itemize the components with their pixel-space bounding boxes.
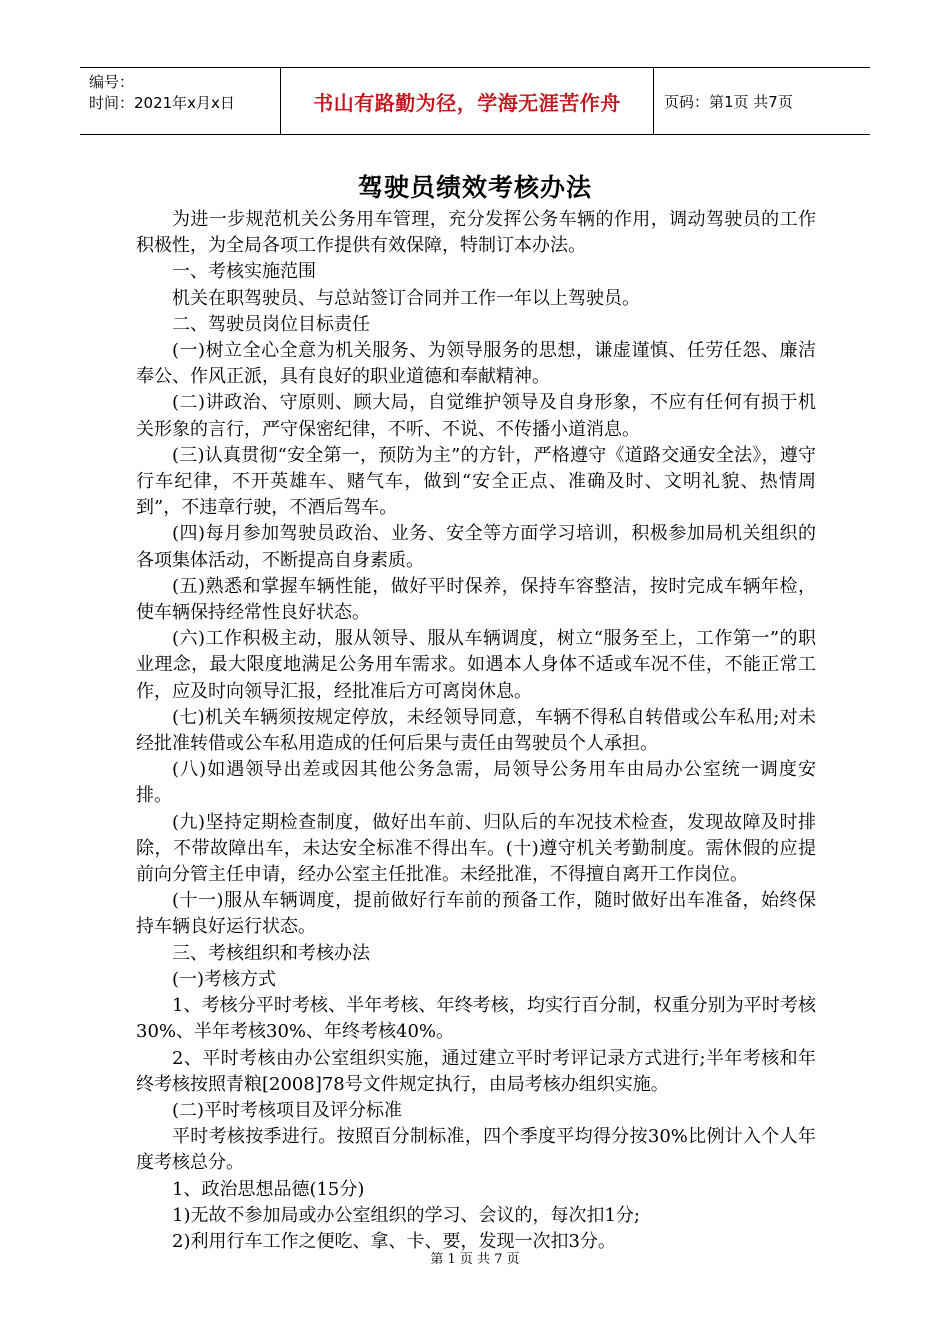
paragraph: 2、平时考核由办公室组织实施，通过建立平时考评记录方式进行;半年考核和年终考核按照青粮[2008]78号文件规定执行，由局考核办组织实施。 — [136, 1047, 816, 1095]
paragraph: (八)如遇领导出差或因其他公务急需，局领导公务用车由局办公室统一调度安排。 — [136, 759, 816, 807]
paragraph: (六)工作积极主动，服从领导、服从车辆调度，树立“服务至上，工作第一”的职业理念，最大限度地满足公务用车需求。如遇本人身体不适或车况不佳，不能正常工作，应及时向领导汇报，经批准后方可离岗休息。 — [136, 628, 816, 702]
header-table — [80, 67, 870, 135]
paragraph: (四)每月参加驾驶员政治、业务、安全等方面学习培训，积极参加局机关组织的各项集体活动，不断提高自身素质。 — [136, 523, 816, 571]
document-number-label: 编号： — [89, 73, 135, 91]
paragraph: 1、政治思想品德(15分) — [172, 1178, 365, 1200]
paragraph: 二、驾驶员岗位目标责任 — [172, 313, 370, 335]
paragraph: (三)认真贯彻“安全第一，预防为主”的方针，严格遵守《道路交通安全法》，遵守行车纪律，不开英雄车、赌气车，做到“安全正点、准确及时、文明礼貌、热情周到”，不违章行驶，不酒后驾车。 — [136, 444, 816, 519]
paragraph: 机关在职驾驶员、与总站签订合同并工作一年以上驾驶员。 — [172, 287, 640, 309]
document-date-label: 时间：2021年x月x日 — [89, 94, 235, 112]
paragraph: 2)利用行车工作之便吃、拿、卡、要，发现一次扣3分。 — [172, 1230, 616, 1252]
paragraph: 1)无故不参加局或办公室组织的学习、会议的，每次扣1分; — [172, 1204, 640, 1226]
paragraph: (五)熟悉和掌握车辆性能，做好平时保养，保持车容整洁，按时完成车辆年检，使车辆保持经常性良好状态。 — [136, 575, 816, 624]
paragraph: (二)平时考核项目及评分标准 — [172, 1099, 403, 1121]
paragraph: (一)考核方式 — [172, 968, 277, 990]
document-body — [136, 207, 816, 1255]
header-left-cell — [80, 68, 281, 134]
paragraph: 一、考核实施范围 — [172, 261, 316, 283]
paragraph: 1、考核分平时考核、半年考核、年终考核，均实行百分制，权重分别为平时考核30%、半年考核30%、年终考核40%。 — [136, 995, 816, 1043]
paragraph: (七)机关车辆须按规定停放，未经领导同意，车辆不得私自转借或公车私用;对未经批准转借或公车私用造成的任何后果与责任由驾驶员个人承担。 — [136, 706, 816, 755]
paragraph: 为进一步规范机关公务用车管理，充分发挥公务车辆的作用，调动驾驶员的工作积极性，为全局各项工作提供有效保障，特制订本办法。 — [136, 209, 816, 257]
paragraph: 三、考核组织和考核办法 — [172, 942, 370, 964]
header-page-info: 页码：第1页 共7页 — [664, 92, 793, 111]
header-motto: 书山有路勤为径，学海无涯苦作舟 — [281, 68, 654, 134]
paragraph: (二)讲政治、守原则、顾大局，自觉维护领导及自身形象，不应有任何有损于机关形象的言行，严守保密纪律，不听、不说、不传播小道消息。 — [136, 392, 816, 440]
paragraph: (十一)服从车辆调度，提前做好行车前的预备工作，随时做好出车准备，始终保持车辆良好运行状态。 — [136, 890, 816, 938]
page-footer: 第 1 页 共 7 页 — [430, 1252, 520, 1267]
document-title: 驾驶员绩效考核办法 — [357, 173, 592, 202]
paragraph: (九)坚持定期检查制度，做好出车前、归队后的车况技术检查，发现故障及时排除，不带故障出车，未达安全标准不得出车。(十)遵守机关考勤制度。需休假的应提前向分管主任申请，经办公室主任批准。未经批准，不得擅自离开工作岗位。 — [136, 811, 816, 886]
paragraph: 平时考核按季进行。按照百分制标准，四个季度平均得分按30%比例计入个人年度考核总分。 — [136, 1126, 816, 1174]
paragraph: (一)树立全心全意为机关服务、为领导服务的思想，谦虚谨慎、任劳任怨、廉洁奉公、作风正派，具有良好的职业道德和奉献精神。 — [136, 340, 816, 388]
